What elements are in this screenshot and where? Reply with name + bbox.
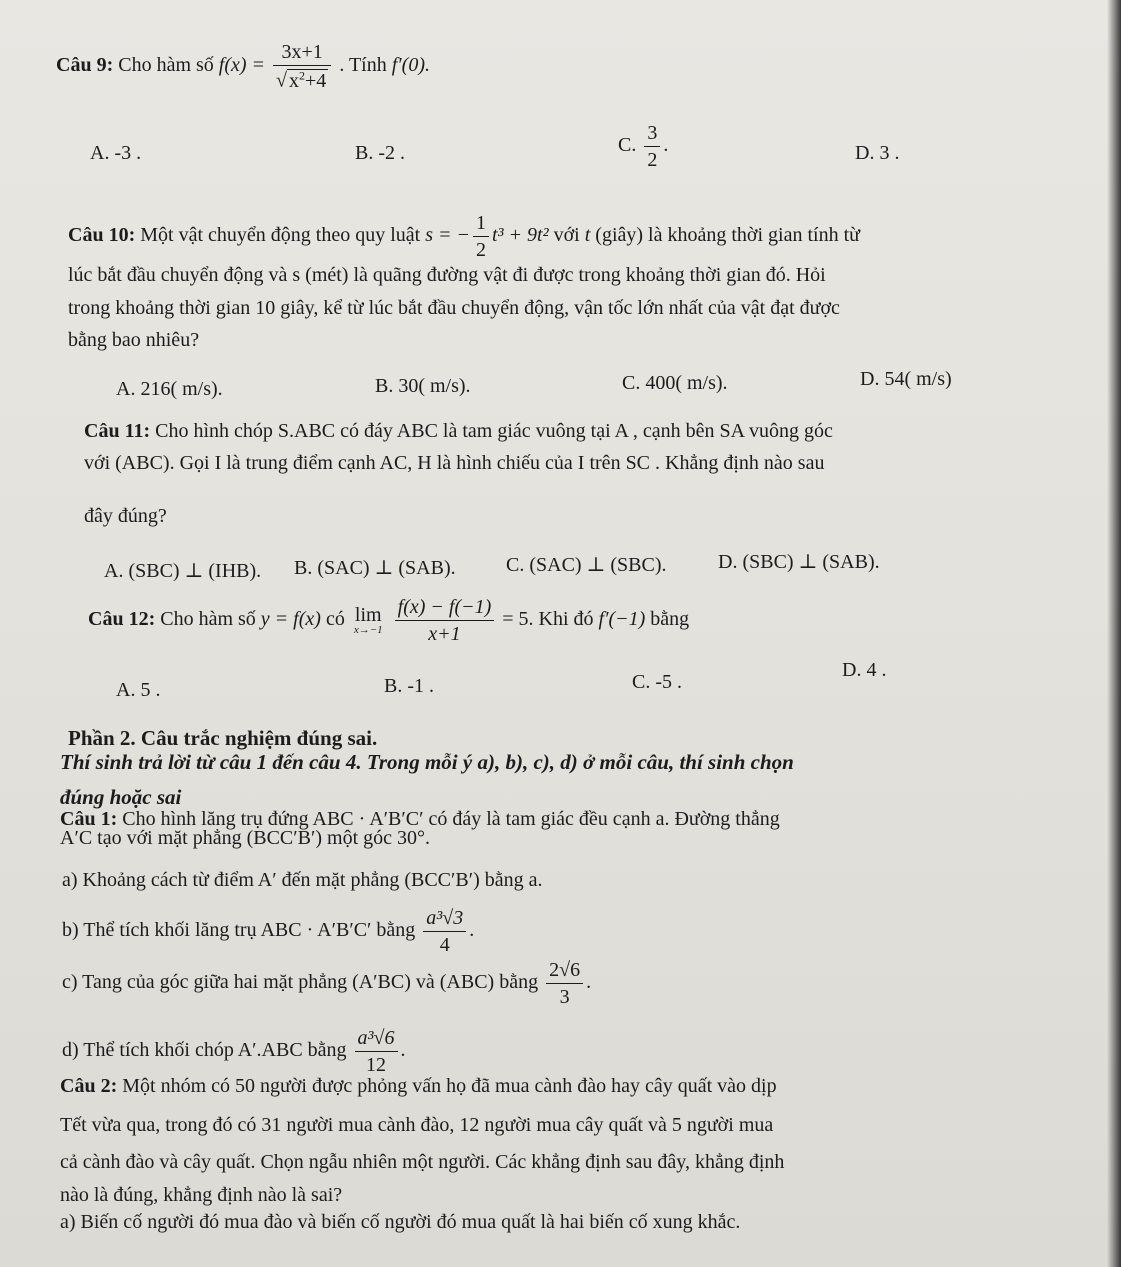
question-11-line-1: Câu 11: Cho hình chóp S.ABC có đáy ABC là tam giác vuông tại A , cạnh bên SA vuông góc [84, 420, 833, 442]
question-10-label: Câu 10: [68, 224, 136, 247]
question-12-option-d[interactable]: D. 4 . [842, 659, 887, 681]
page-edge-shadow [1107, 0, 1121, 1267]
question-10-line-2: lúc bắt đầu chuyển động và s (mét) là quãng đường vật đi được trong khoảng thời gian đó. Hỏi [68, 264, 826, 286]
part-2-title: Phần 2. Câu trắc nghiệm đúng sai. [68, 726, 378, 750]
question-9-label: Câu 9: [56, 53, 114, 76]
question-12-option-b[interactable]: B. -1 . [384, 675, 434, 697]
question-11-label: Câu 11: [84, 420, 151, 442]
question-10-line-3: trong khoảng thời gian 10 giây, kể từ lúc bắt đầu chuyển động, vận tốc lớn nhất của vật đạt được [68, 297, 840, 319]
part-2-question-1-line-1: Câu 1: Cho hình lăng trụ đứng ABC · A′B′C′ có đáy là tam giác đều cạnh a. Đường thẳng [60, 808, 780, 830]
part-2-question-1-statement-b[interactable]: b) Thể tích khối lăng trụ ABC · A′B′C′ bằng $\frac{\text{a³√3}}{4}$ . [62, 907, 475, 956]
question-10-option-b[interactable]: B. 30( m/s). [375, 375, 471, 397]
part-2-question-2-statement-a[interactable]: a) Biến cố người đó mua đào và biến cố người đó mua quất là hai biến cố xung khắc. [60, 1211, 741, 1233]
question-12-option-c[interactable]: C. -5 . [632, 671, 682, 693]
question-11-option-c[interactable]: C. (SAC) ⊥ (SBC). [506, 554, 667, 576]
question-10-option-c[interactable]: C. 400( m/s). [622, 372, 728, 394]
question-9-fraction: $\frac{3x+1}{√ x^2+4}$ [273, 42, 331, 91]
part-2-question-1-label: Câu 1: [60, 808, 118, 830]
question-9-stem: Câu 9: Cho hàm số f(x) = $\frac{3x+1}{√ x^2+4}$ . Tính f′(0). [56, 41, 430, 92]
question-11-line-2: với (ABC). Gọi I là trung điểm cạnh AC, H là hình chiếu của I trên SC . Khẳng định nào sau [84, 452, 825, 474]
question-10-line-1: Câu 10: Một vật chuyển động theo quy luật s = − $\frac{1}{2}$ t³ + 9t² với t (giây) là khoảng thời gian tính từ [68, 212, 860, 261]
question-11-option-a[interactable]: A. (SBC) ⊥ (IHB). [104, 560, 262, 582]
question-12-stem: Câu 12: Cho hàm số y = f(x) có lim x→−1 $\frac{f(x) - f(-1)}{x+1}$ = 5. Khi đó f′(−1) bằng [88, 596, 690, 645]
question-11-line-3: đây đúng? [84, 505, 167, 527]
part-2-question-2-line-4: nào là đúng, khẳng định nào là sai? [60, 1184, 343, 1206]
part-2-question-1-statement-d[interactable]: d) Thể tích khối chóp A′.ABC bằng $\frac{\text{a³√6}}{12}$ . [62, 1027, 406, 1076]
question-10-line-4: bằng bao nhiêu? [68, 329, 200, 351]
question-9-option-b[interactable]: B. -2 . [355, 142, 405, 164]
question-9-option-a[interactable]: A. -3 . [90, 142, 142, 164]
question-12-label: Câu 12: [88, 608, 156, 631]
question-11-option-b[interactable]: B. (SAC) ⊥ (SAB). [294, 557, 456, 579]
part-2-instruction-2: đúng hoặc sai [60, 785, 182, 809]
part-2-question-2-line-1: Câu 2: Một nhóm có 50 người được phỏng vấn họ đã mua cành đào hay cây quất vào dịp [60, 1075, 777, 1097]
part-2-question-2-line-3: cả cành đào và cây quất. Chọn ngẫu nhiên một người. Các khẳng định sau đây, khẳng định [60, 1151, 785, 1173]
question-10-option-a[interactable]: A. 216( m/s). [116, 378, 223, 400]
question-10-option-d[interactable]: D. 54( m/s) [860, 368, 952, 390]
part-2-question-1-line-2: A′C tạo với mặt phẳng (BCC′B′) một góc 30°. [60, 827, 431, 849]
part-2-question-2-label: Câu 2: [60, 1075, 118, 1097]
question-9-option-d[interactable]: D. 3 . [855, 142, 900, 164]
part-2-question-1-statement-a[interactable]: a) Khoảng cách từ điểm A′ đến mặt phẳng (BCC′B′) bằng a. [62, 869, 543, 891]
question-9-option-c[interactable]: C. $\frac{3}{2}$ . [618, 122, 669, 171]
question-12-option-a[interactable]: A. 5 . [116, 679, 161, 701]
part-2-question-2-line-2: Tết vừa qua, trong đó có 31 người mua cành đào, 12 người mua cây quất và 5 người mua [60, 1114, 774, 1136]
part-2-instruction-1: Thí sinh trả lời từ câu 1 đến câu 4. Trong mỗi ý a), b), c), d) ở mỗi câu, thí sinh chọn [60, 750, 794, 774]
question-11-option-d[interactable]: D. (SBC) ⊥ (SAB). [718, 551, 880, 573]
part-2-question-1-statement-c[interactable]: c) Tang của góc giữa hai mặt phẳng (A′BC) và (ABC) bằng $\frac{2√6}{3}$ . [62, 959, 592, 1008]
